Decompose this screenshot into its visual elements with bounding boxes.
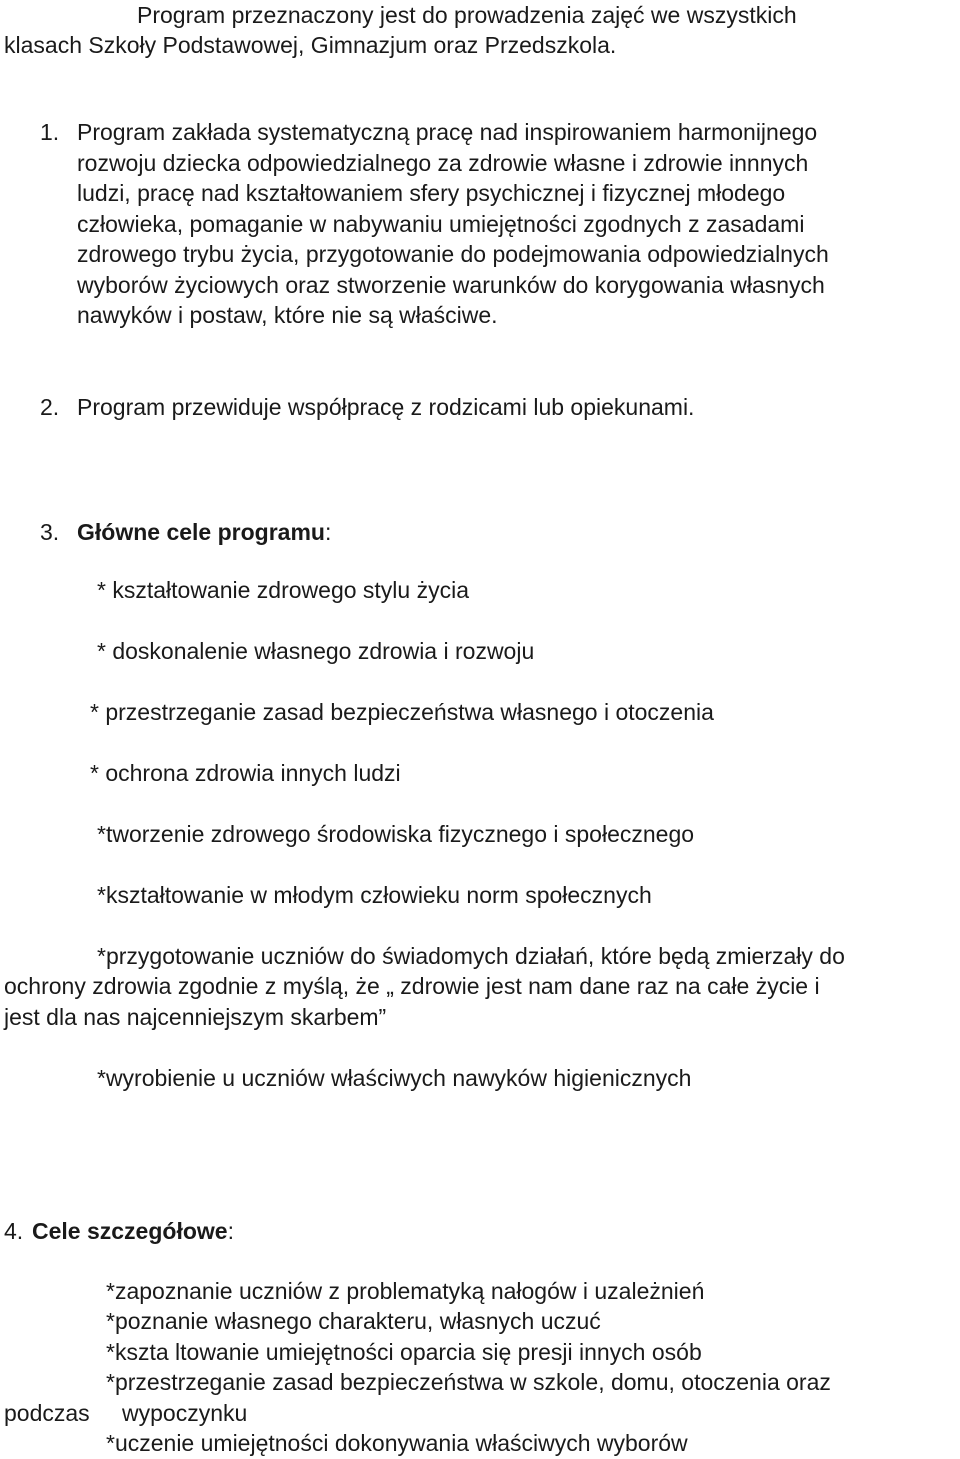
section-2-number: 2. [40, 394, 60, 420]
section-1-line-3: ludzi, pracę nad kształtowaniem sfery psychicznej i fizycznej młodego [77, 180, 786, 206]
goal-item-1: * kształtowanie zdrowego stylu życia [97, 577, 469, 603]
objective-item-4: *przestrzeganie zasad bezpieczeństwa w szkole, domu, otoczenia oraz [106, 1369, 831, 1395]
section-1-line-2: rozwoju dziecka odpowiedzialnego za zdrowie własne i zdrowie innnych [77, 150, 809, 176]
section-3-number: 3. [40, 519, 60, 545]
section-3-heading-line [77, 517, 331, 548]
goal-item-7-line-2: ochrony zdrowia zgodnie z myślą, że „ zdrowie jest nam dane raz na całe życie i [4, 973, 820, 999]
intro-line-2: klasach Szkoły Podstawowej, Gimnazjum oraz Przedszkola. [4, 32, 617, 58]
intro-line-1: Program przeznaczony jest do prowadzenia zajęć we wszystkich [137, 2, 797, 28]
section-4-heading: Cele szczegółowe [32, 1218, 228, 1244]
section-2-text: Program przewiduje współpracę z rodzicami lub opiekunami. [77, 394, 695, 420]
section-4-number: 4. [4, 1218, 24, 1244]
objective-item-1: *zapoznanie uczniów z problematyką nałogów i uzależnień [106, 1278, 705, 1304]
section-1-line-4: człowieka, pomaganie w nabywaniu umiejętności zgodnych z zasadami [77, 211, 805, 237]
goal-item-3: * przestrzeganie zasad bezpieczeństwa własnego i otoczenia [90, 699, 714, 725]
objective-item-4-wrap-b: wypoczynku [122, 1400, 248, 1426]
section-3-heading: Główne cele programu [77, 519, 325, 545]
goal-item-7-line-3: jest dla nas najcenniejszym skarbem” [4, 1004, 387, 1030]
goal-item-7-line-1: *przygotowanie uczniów do świadomych działań, które będą zmierzały do [97, 943, 845, 969]
section-1-line-1: Program zakłada systematyczną pracę nad inspirowaniem harmonijnego [77, 119, 818, 145]
section-1-line-5: zdrowego trybu życia, przygotowanie do podejmowania odpowiedzialnych [77, 241, 829, 267]
objective-item-3: *kszta ltowanie umiejętności oparcia się presji innych osób [106, 1339, 702, 1365]
objective-item-4-wrap-a: podczas [4, 1400, 90, 1426]
objective-item-2: *poznanie własnego charakteru, własnych uczuć [106, 1308, 601, 1334]
goal-item-4: * ochrona zdrowia innych ludzi [90, 760, 401, 786]
section-1-line-6: wyborów życiowych oraz stworzenie warunków do korygowania własnych [77, 272, 825, 298]
section-1-number: 1. [40, 119, 60, 145]
goal-item-2: * doskonalenie własnego zdrowia i rozwoju [97, 638, 535, 664]
section-1-line-7: nawyków i postaw, które nie są właściwe. [77, 302, 498, 328]
section-4-heading-line [32, 1216, 234, 1247]
section-3-colon: : [324, 519, 332, 545]
section-4-colon: : [227, 1218, 234, 1244]
objective-item-5: *uczenie umiejętności dokonywania właściwych wyborów [106, 1430, 688, 1456]
goal-item-6: *kształtowanie w młodym człowieku norm społecznych [97, 882, 652, 908]
goal-item-8: *wyrobienie u uczniów właściwych nawyków higienicznych [97, 1065, 692, 1091]
goal-item-5: *tworzenie zdrowego środowiska fizycznego i społecznego [97, 821, 695, 847]
